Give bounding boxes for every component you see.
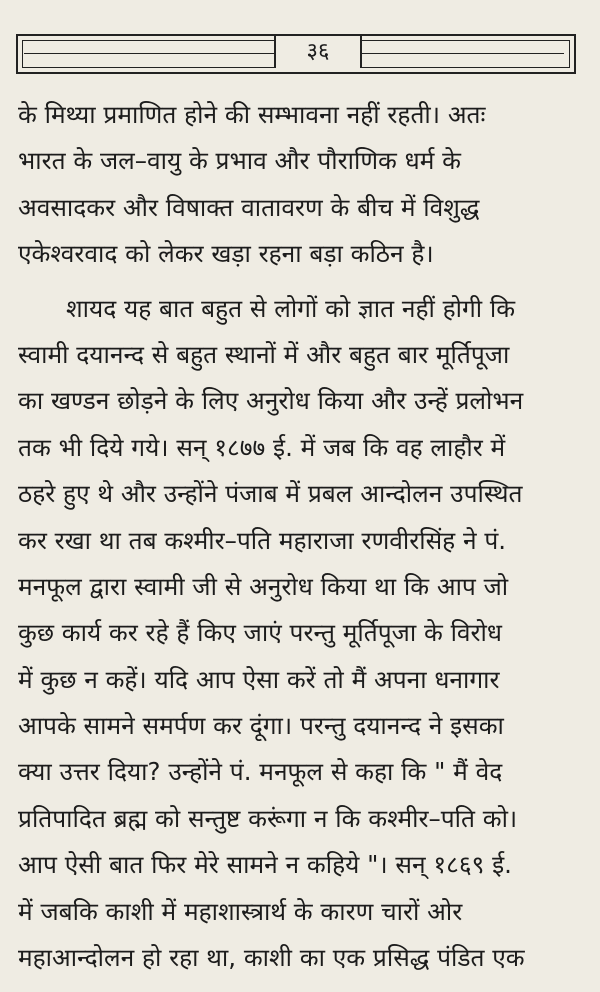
text-line: मनफूल द्वारा स्वामी जी से अनुरोध किया था कि आप जो bbox=[18, 571, 509, 601]
header-rule-right bbox=[358, 53, 564, 54]
text-line: भारत के जल–वायु के प्रभाव और पौराणिक धर्म के bbox=[18, 146, 461, 176]
text-line: अवसादकर और विषाक्त वातावरण के बीच में विशुद्ध bbox=[18, 192, 480, 222]
paragraph-gap bbox=[18, 278, 588, 286]
text-line: स्वामी दयानन्द से बहुत स्थानों में और बहुत बार मूर्तिपूजा bbox=[18, 339, 510, 369]
text-line: ठहरे हुए थे और उन्होंने पंजाब में प्रबल आन्दोलन उपस्थित bbox=[18, 479, 523, 509]
text-line: प्रतिपादित ब्रह्म को सन्तुष्ट करूंगा न कि कश्मीर–पति को। bbox=[18, 803, 518, 833]
text-line: महाआन्दोलन हो रहा था, काशी का एक प्रसिद्ध पंडित एक bbox=[18, 943, 525, 973]
page-number: ३६ bbox=[274, 36, 362, 68]
text-line: क्या उत्तर दिया? उन्होंने पं. मनफूल से कहा कि " मैं वेद bbox=[18, 757, 503, 787]
text-line: का खण्डन छोड़ने के लिए अनुरोध किया और उन्हें प्रलोभन bbox=[18, 386, 524, 416]
header-rule-left bbox=[24, 53, 274, 54]
text-line: आप ऐसी बात फिर मेरे सामने न कहिये "। सन् १८६९ ई. bbox=[18, 850, 512, 880]
page-header bbox=[16, 34, 576, 74]
text-line: में कुछ न कहें। यदि आप ऐसा करें तो मैं अपना धनागार bbox=[18, 664, 500, 694]
text-line: शायद यह बात बहुत से लोगों को ज्ञात नहीं होगी कि bbox=[66, 293, 516, 323]
text-line: तक भी दिये गये। सन् १८७७ ई. में जब कि वह लाहौर में bbox=[18, 432, 506, 462]
text-line: में जबकि काशी में महाशास्त्रार्थ के कारण चारों ओर bbox=[18, 896, 463, 926]
body-text bbox=[18, 92, 588, 981]
text-line: आपके सामने समर्पण कर दूंगा। परन्तु दयानन्द ने इसका bbox=[18, 711, 504, 741]
text-line: कुछ कार्य कर रहे हैं किए जाएं परन्तु मूर्तिपूजा के विरोध bbox=[18, 618, 502, 648]
text-line: के मिथ्या प्रमाणित होने की सम्भावना नहीं रहती। अतः bbox=[18, 100, 486, 129]
text-line: एकेश्वरवाद को लेकर खड़ा रहना बड़ा कठिन है। bbox=[18, 239, 434, 269]
text-line: कर रखा था तब कश्मीर–पति महाराजा रणवीरसिंह ने पं. bbox=[18, 525, 507, 555]
